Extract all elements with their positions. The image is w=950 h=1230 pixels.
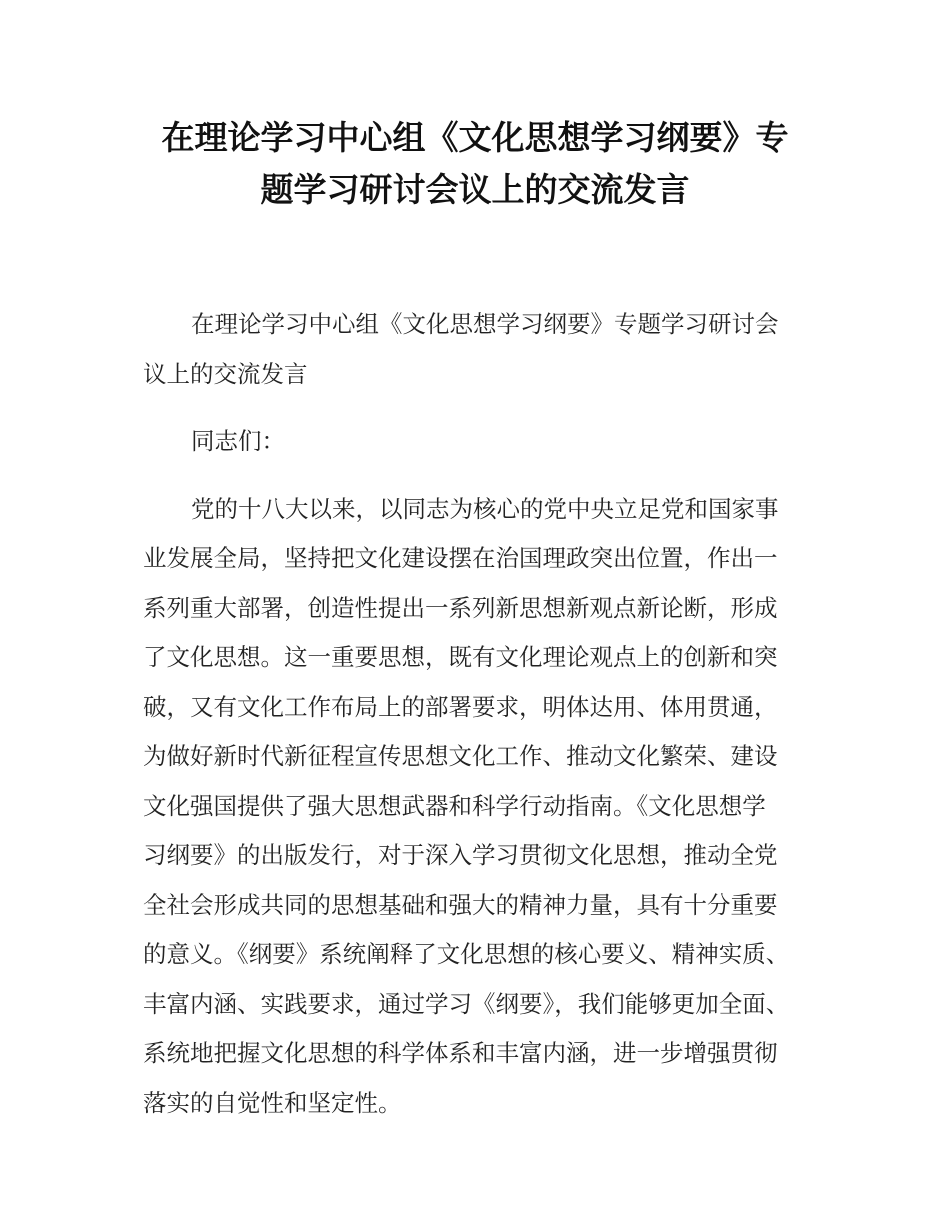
body-line-7: 文化强国提供了强大思想武器和科学行动指南。《文化思想学: [143, 791, 766, 820]
body-line-9: 全社会形成共同的思想基础和强大的精神力量，具有十分重要: [143, 890, 778, 919]
body-line-13: 落实的自觉性和坚定性。: [143, 1088, 402, 1117]
document-title: [130, 112, 820, 216]
body-line-2: 业发展全局，坚持把文化建设摆在治国理政突出位置，作出一: [143, 544, 778, 572]
body-line-4: 了文化思想。这一重要思想，既有文化理论观点上的创新和突: [143, 643, 778, 671]
body-line-12: 系统地把握文化思想的科学体系和丰富内涵，进一步增强贯彻: [143, 1039, 778, 1067]
title-line-2: 题学习研讨会议上的交流发言: [260, 170, 690, 209]
body-line-6: 为做好新时代新征程宣传思想文化工作、推动文化繁荣、建设: [143, 742, 778, 770]
body-line-1: 党的十八大以来，以同志为核心的党中央立足党和国家事: [191, 494, 779, 523]
body-line-11: 丰富内涵、实践要求，通过学习《纲要》，我们能够更加全面、: [143, 989, 790, 1018]
heading-line-2: 议上的交流发言: [143, 359, 308, 388]
body-line-3: 系列重大部署，创造性提出一系列新思想新观点新论断，形成: [143, 593, 778, 622]
body-line-5: 破，又有文化工作布局上的部署要求，明体达用、体用贯通，: [143, 692, 778, 721]
document-body: [143, 300, 815, 1128]
title-line-1: 在理论学习中心组《文化思想学习纲要》专: [161, 118, 789, 157]
salutation: 同志们：: [191, 427, 285, 455]
body-line-8: 习纲要》的出版发行，对于深入学习贯彻文化思想，推动全党: [143, 841, 778, 869]
heading-line-1: 在理论学习中心组《文化思想学习纲要》专题学习研讨会: [191, 310, 779, 338]
body-line-10: 的意义。《纲要》系统阐释了文化思想的核心要义、精神实质、: [143, 940, 790, 968]
